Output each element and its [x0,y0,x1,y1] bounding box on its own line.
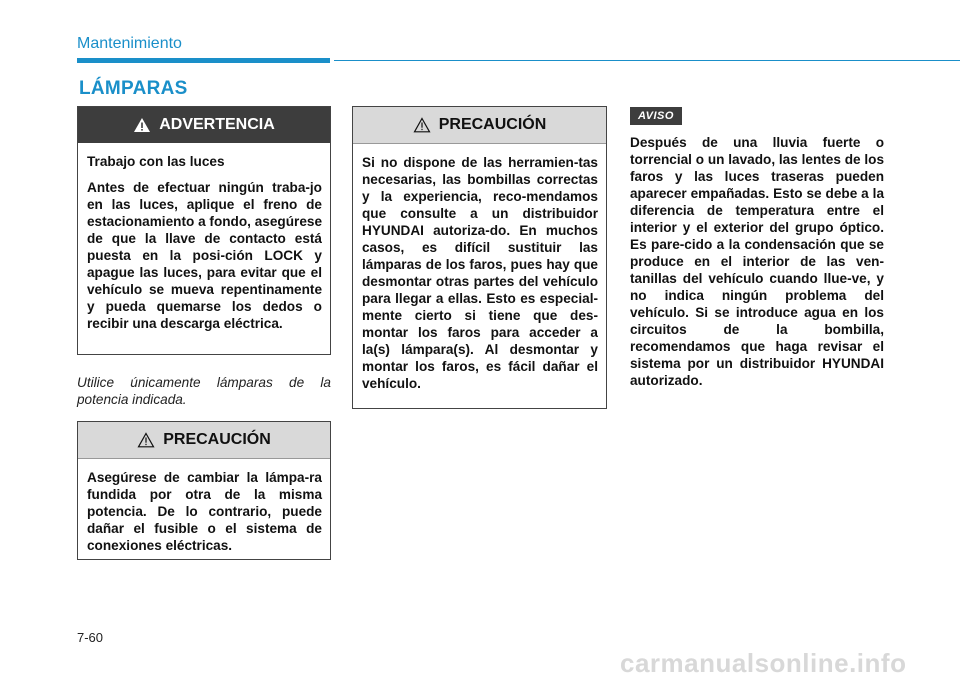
caution-triangle-icon [137,432,155,448]
note-text: Utilice únicamente lámparas de la potencia indicada. [77,375,331,407]
header-rule-thin [334,60,960,61]
warning-box-body [78,143,330,342]
warning-triangle-icon [133,117,151,133]
page-number: 7-60 [77,630,104,645]
caution-box-1-header [78,422,330,459]
warning-box-text: Antes de efectuar ningún traba-jo en las luces, aplique el freno de estacionamiento a fondo, asegúrese de que la llave de contacto está puesta en la posi-ción LOCK y apague las luces, para evitar que el vehículo se mueva repentinamente y pueda quemarse los dedos o recibir una descarga eléctrica. [87,180,322,331]
warning-box [77,106,331,355]
header-rule-thick [77,58,330,63]
caution-box-2-header [353,107,606,144]
caution-box-1 [77,421,331,560]
warning-box-subtitle: Trabajo con las luces [87,154,225,169]
caution-box-2-title: PRECAUCIÓN [438,116,547,133]
caution-box-1-text: Asegúrese de cambiar la lámpa-ra fundida por otra de la misma potencia. De lo contrario, puede dañar el fusible o el sistema de conexiones eléctricas. [87,470,322,553]
warning-box-header [78,107,330,143]
aviso-tag: AVISO [630,107,682,125]
watermark: carmanualsonline.info [620,648,907,678]
caution-box-2 [352,106,607,409]
warning-box-title: ADVERTENCIA [159,116,275,133]
section-name: Mantenimiento [77,35,182,52]
aviso-text: Después de una lluvia fuerte o torrencial o un lavado, las lentes de los faros y las luces traseras pueden aparecer empañadas. Esto se debe a la diferencia de temperatura entre el interior y el exterior del grupo óptico. Es pare-cido a la condensación que se produce en el interior de las ven-tanillas del vehículo cuando llue-ve, y no indica ningún problema del vehículo. Si se introduce agua en los circuitos de la bombilla, recomendamos que haga revisar el sistema por un distribuidor HYUNDAI autorizado. [630,135,884,388]
caution-box-1-title: PRECAUCIÓN [163,431,271,448]
caution-box-1-body [78,459,330,564]
page-heading: LÁMPARAS [79,78,188,99]
caution-box-2-text: Si no dispone de las herramien-tas necesarias, las bombillas correctas y la experiencia, reco-mendamos que consulte a un distribuidor HYUNDAI autoriza-do. En muchos casos, es difícil sustituir las lámparas de los faros, pues hay que desmontar otras partes del vehículo para llegar a ellas. Esto es especial-mente cierto si tiene que des-montar los faros para acceder a la(s) lámpara(s). Al desmontar y montar los faros, es fácil dañar el vehículo. [362,155,598,391]
caution-box-2-body [353,144,606,402]
caution-triangle-icon [413,117,431,133]
